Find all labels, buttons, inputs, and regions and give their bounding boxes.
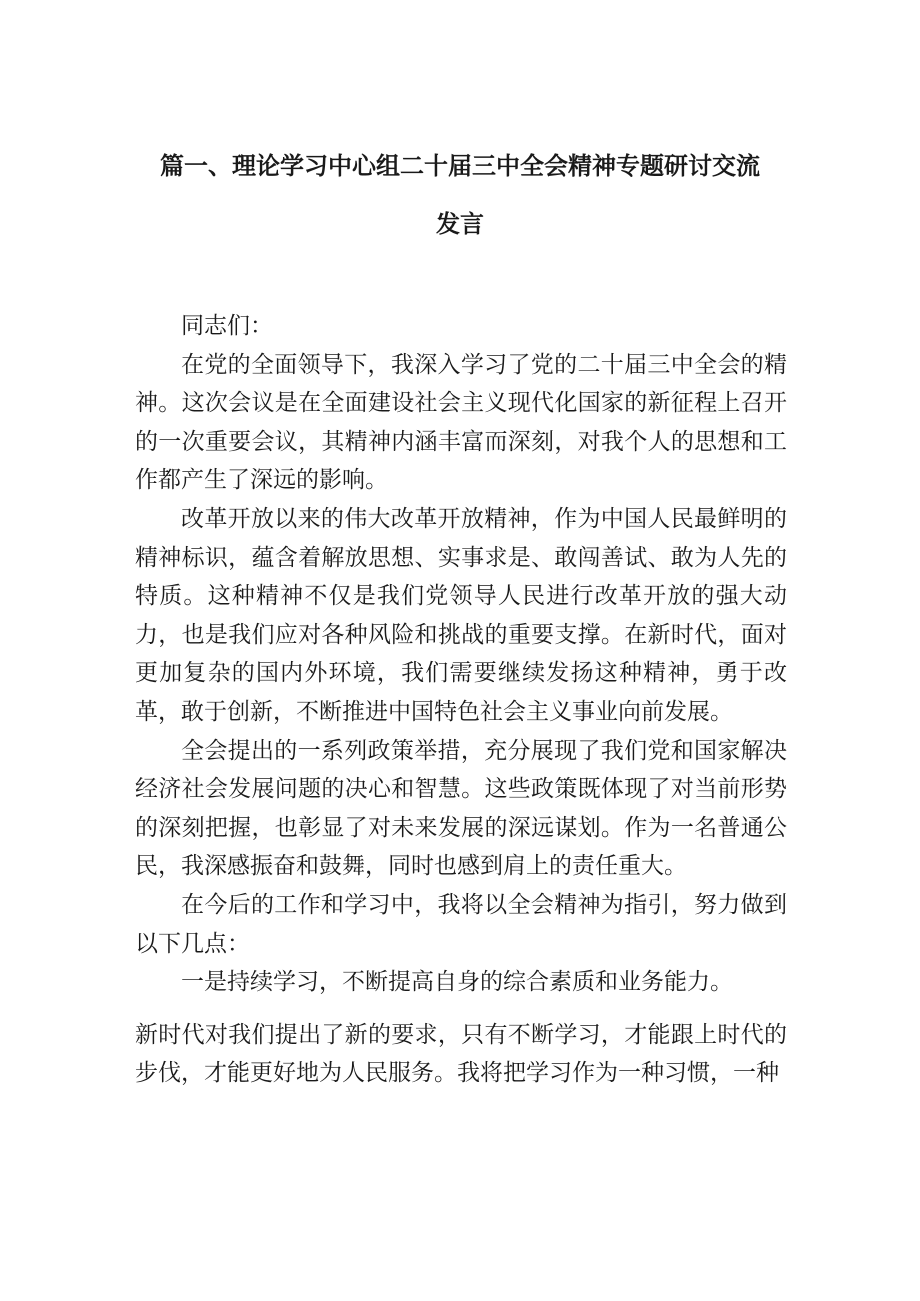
document-body [135,307,787,1093]
document-title-line-2: 发言 [436,210,484,238]
paragraph-3: 全会提出的一系列政策举措，充分展现了我们党和国家解决经济社会发展问题的决心和智慧。这些政策既体现了对当前形势的深刻把握，也彰显了对未来发展的深远谋划。作为一名普通公民，我深感振奋和鼓舞，同时也感到肩上的责任重大。 [135,737,787,880]
paragraph-gap [135,1002,787,1016]
paragraph-1: 在党的全面领导下，我深入学习了党的二十届三中全会的精神。这次会议是在全面建设社会主义现代化国家的新征程上召开的一次重要会议，其精神内涵丰富而深刻，对我个人的思想和工作都产生了深远的影响。 [135,351,787,494]
document-title-line-1: 篇一、理论学习中心组二十届三中全会精神专题研讨交流 [160,152,760,180]
paragraph-5: 一是持续学习，不断提高自身的综合素质和业务能力。 [181,969,733,996]
paragraph-4: 在今后的工作和学习中，我将以全会精神为指引，努力做到以下几点： [135,891,787,957]
paragraph-continuation: 新时代对我们提出了新的要求，只有不断学习，才能跟上时代的步伐，才能更好地为人民服务。我将把学习作为一种习惯，一种 [135,1021,787,1087]
paragraph-2: 改革开放以来的伟大改革开放精神，作为中国人民最鲜明的精神标识，蕴含着解放思想、实事求是、敢闯善试、敢为人先的特质。这种精神不仅是我们党领导人民进行改革开放的强大动力，也是我们应对各种风险和挑战的重要支撑。在新时代，面对更加复杂的国内外环境，我们需要继续发扬这种精神，勇于改革，敢于创新，不断推进中国特色社会主义事业向前发展。 [135,505,787,725]
salutation: 同志们： [181,313,273,339]
